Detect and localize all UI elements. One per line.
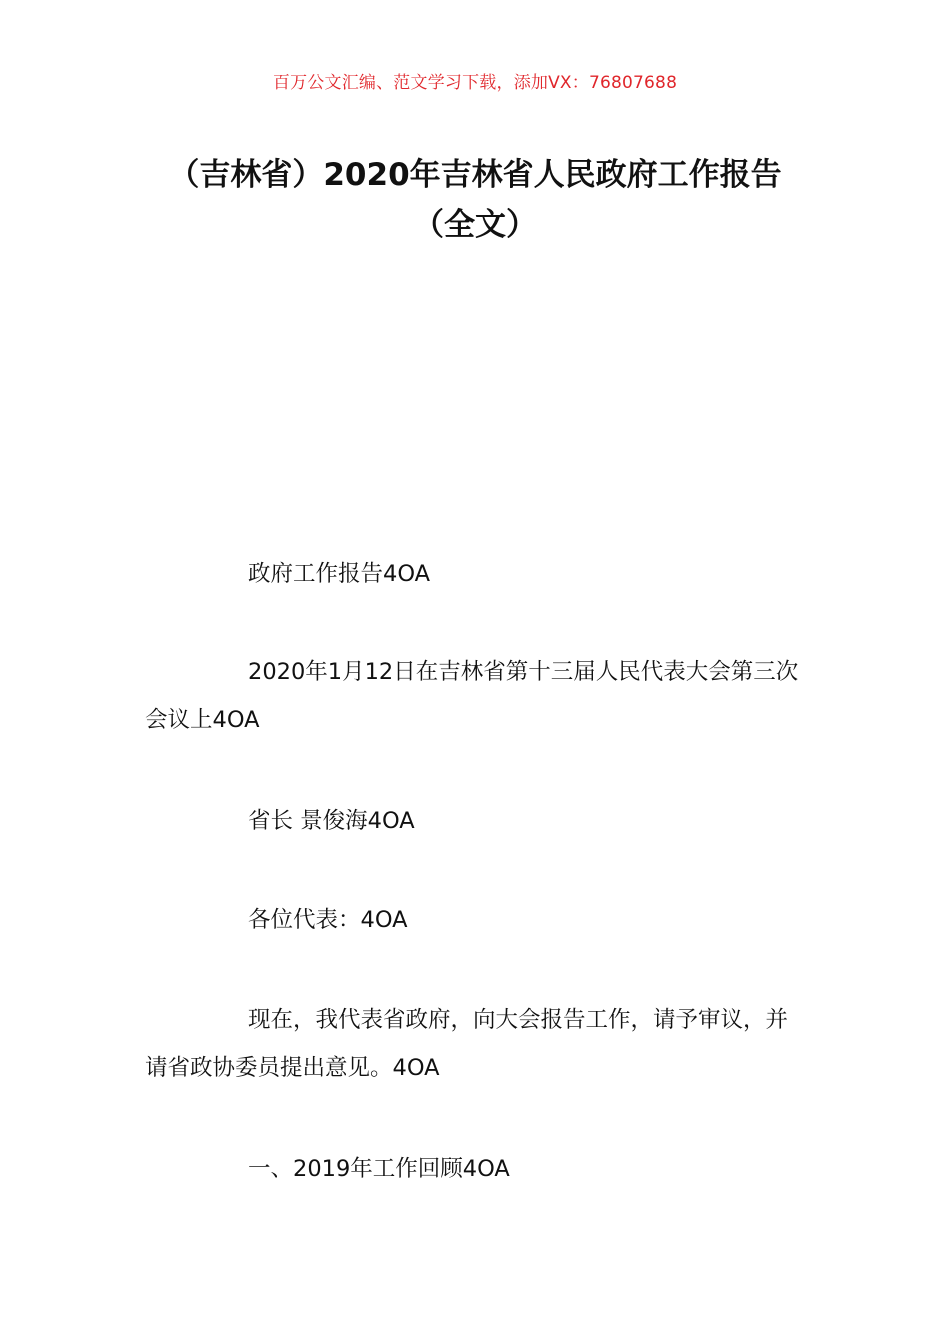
document-title: （吉林省）2020年吉林省人民政府工作报告（全文） <box>168 157 782 243</box>
paragraph-report-label: 政府工作报告4OA <box>248 561 431 587</box>
section-heading-review: 一、2019年工作回顾4OA <box>248 1156 510 1182</box>
paragraph-salutation: 各位代表：4OA <box>248 907 408 933</box>
paragraph-opening: 现在，我代表省政府，向大会报告工作，请予审议，并请省政协委员提出意见。4OA <box>145 1007 789 1081</box>
paragraph-governor: 省长 景俊海4OA <box>248 808 415 834</box>
header-watermark-note: 百万公文汇编、范文学习下载，添加VX：76807688 <box>272 73 678 93</box>
paragraph-meeting-date: 2020年1月12日在吉林省第十三届人民代表大会第三次会议上4OA <box>145 659 799 733</box>
